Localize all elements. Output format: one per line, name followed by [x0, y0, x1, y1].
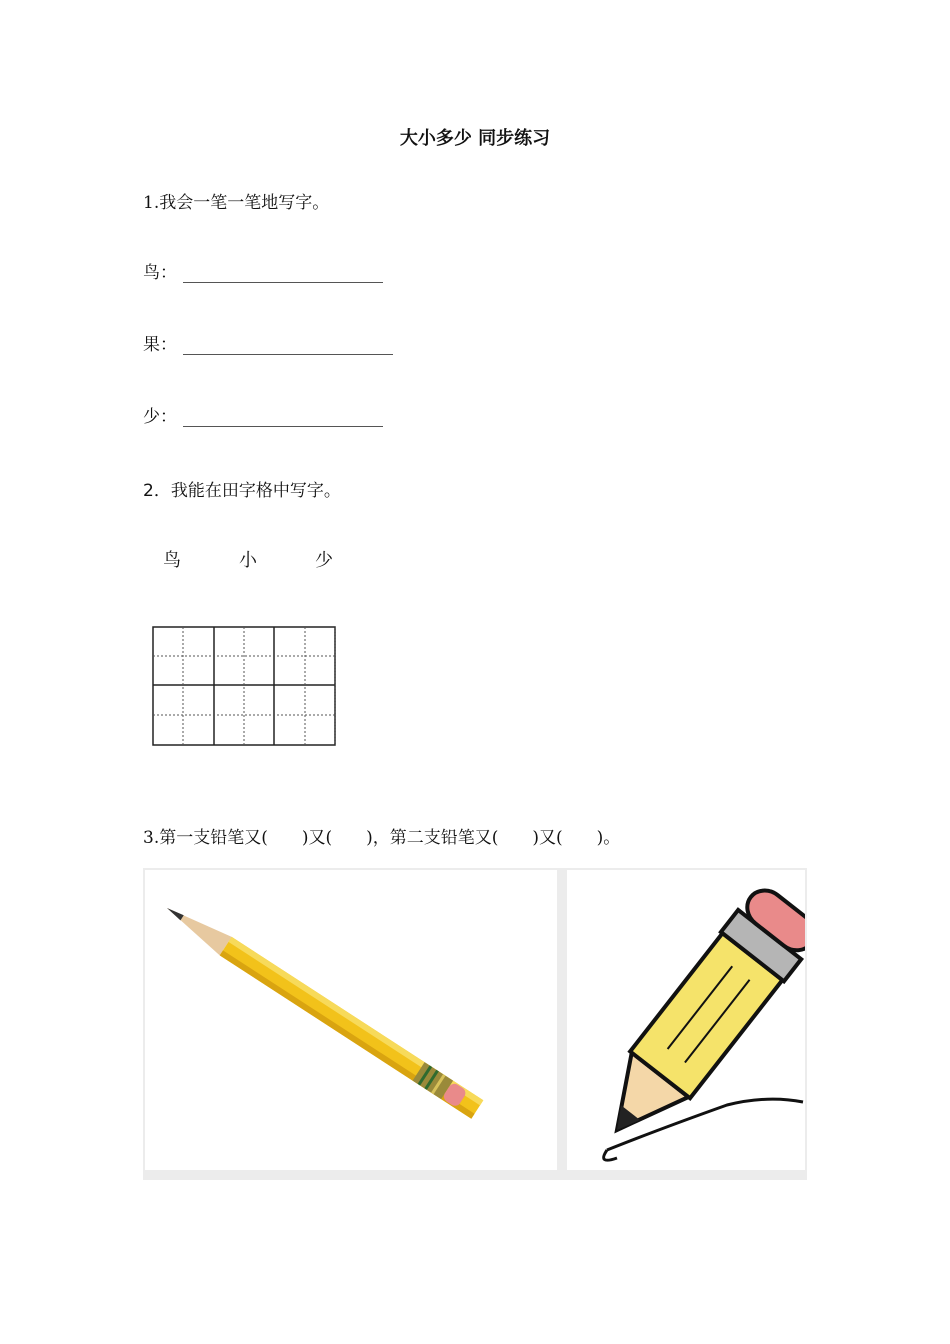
- question-3-prompt: 3.第一支铅笔又( )又( )，第二支铅笔又( )又( )。: [143, 828, 621, 848]
- writing-line[interactable]: [183, 336, 393, 355]
- writing-row-3: [143, 402, 383, 427]
- page-title: 大小多少 同步练习: [399, 128, 551, 149]
- practice-char: 少: [315, 550, 333, 571]
- writing-row-label: 鸟：: [143, 263, 177, 283]
- tianzige-grid[interactable]: [152, 626, 338, 748]
- practice-characters: [163, 546, 391, 572]
- writing-line[interactable]: [183, 408, 383, 427]
- writing-line[interactable]: [183, 264, 383, 283]
- writing-row-1: [143, 258, 383, 283]
- practice-char: 鸟: [163, 550, 181, 571]
- writing-row-label: 果：: [143, 335, 177, 355]
- practice-char: 小: [239, 550, 257, 571]
- cartoon-pencil-image: [567, 870, 805, 1170]
- question-2-prompt: 2．我能在田字格中写字。: [143, 481, 341, 501]
- question-1-prompt: 1.我会一笔一笔地写字。: [143, 193, 330, 213]
- writing-row-label: 少：: [143, 407, 177, 427]
- long-pencil-image: [145, 870, 557, 1170]
- writing-row-2: [143, 330, 393, 355]
